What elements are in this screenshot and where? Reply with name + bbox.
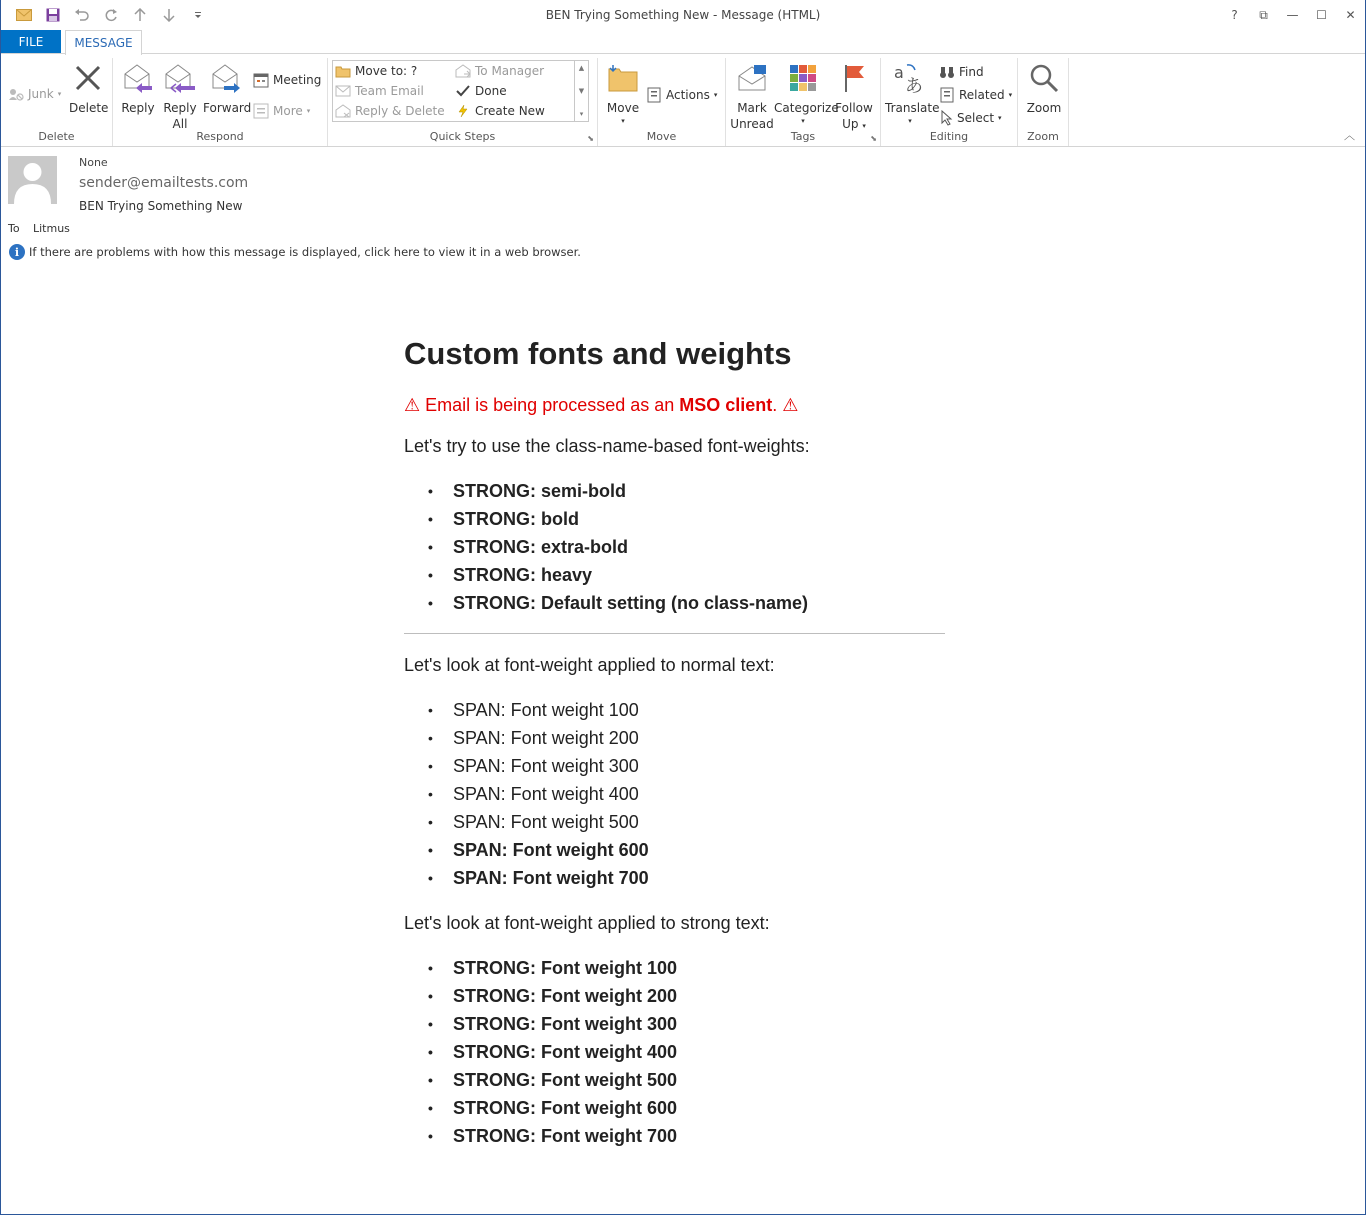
svg-text:a: a [894,63,904,82]
list-item: • STRONG: semi-bold [404,477,945,505]
group-label-tags: Tags [790,130,816,143]
select-button[interactable] [939,108,1002,128]
translate-icon [892,60,928,96]
infobar[interactable] [9,244,581,260]
chevron-down-icon: ▾ [1008,91,1013,99]
expand-gallery-icon[interactable]: ▾ [579,110,584,118]
translate-label: Translate [885,101,940,115]
close-button[interactable]: ✕ [1345,8,1356,22]
group-label-respond: Respond [196,130,244,143]
move-button[interactable] [602,60,644,126]
list-item: • STRONG: Font weight 500 [404,1066,945,1094]
done-label: Done [475,84,507,98]
actions-label: Actions [666,88,710,102]
quick-step-reply-delete[interactable] [335,101,445,121]
infobar-text[interactable]: If there are problems with how this message is displayed, click here to view it in a web browser. [29,245,581,259]
reply-button[interactable] [119,60,157,116]
forward-icon [208,60,244,96]
window-controls [1220,0,1365,30]
group-label-quick-steps: Quick Steps [429,130,496,143]
quick-steps-scroll[interactable] [574,61,588,121]
delete-label: Delete [69,101,109,115]
group-quick-steps [328,58,598,146]
actions-icon [646,87,662,103]
delete-x-icon [70,60,106,96]
folder-icon [605,60,641,96]
related-icon [939,87,955,103]
mark-unread-button[interactable] [730,60,774,132]
list-item: • STRONG: Font weight 600 [404,1094,945,1122]
reply-delete-icon [335,104,351,118]
list-item: • STRONG: bold [404,505,945,533]
sender-address[interactable]: sender@emailtests.com [79,175,249,191]
magnifier-icon [1026,60,1062,96]
ribbon-display-options-button[interactable]: ⧉ [1259,7,1268,22]
cursor-icon [939,110,953,126]
list-item: • SPAN: Font weight 700 [404,864,945,892]
message-subject: BEN Trying Something New [79,199,243,213]
select-label: Select [957,111,995,125]
reply-all-label-2: All [172,117,188,131]
more-label: More [273,104,303,118]
quick-step-create-new[interactable] [455,101,545,121]
info-icon: i [9,244,25,260]
group-delete [1,58,113,146]
move-to-label: Move to: ? [355,64,418,78]
help-button[interactable]: ? [1231,8,1238,22]
list-item: • SPAN: Font weight 600 [404,836,945,864]
more-button[interactable] [253,101,310,121]
quick-step-done[interactable] [455,81,507,101]
to-label: To [8,222,20,235]
avatar [8,156,57,204]
list-item: • SPAN: Font weight 100 [404,696,945,724]
group-label-move: Move [646,130,677,143]
actions-button[interactable] [646,85,717,105]
list-item: • STRONG: Default setting (no class-name) [404,589,945,617]
follow-up-button[interactable] [834,60,874,134]
group-zoom [1018,58,1069,146]
reply-all-button[interactable] [161,60,199,132]
binoculars-icon [939,65,955,79]
email-heading: Custom fonts and weights [404,336,792,371]
move-label: Move [606,101,640,115]
maximize-button[interactable]: ☐ [1316,8,1327,22]
mark-unread-label-1: Mark [737,101,767,115]
intro-normal-text: Let's look at font-weight applied to normal text: [404,655,775,675]
chevron-down-icon: ▾ [306,107,311,115]
list-item: • STRONG: heavy [404,561,945,589]
span-weights-list [404,696,945,892]
forward-label: Forward [203,101,252,115]
list-item: • STRONG: Font weight 700 [404,1122,945,1150]
group-tags [726,58,881,146]
reply-icon [120,60,156,96]
scroll-down-icon[interactable]: ▼ [578,87,585,95]
tab-message[interactable]: MESSAGE [65,30,142,55]
quick-step-to-manager[interactable] [455,61,544,81]
flag-icon [836,60,872,96]
chevron-down-icon: ▾ [713,91,718,99]
find-button[interactable] [939,62,984,82]
create-new-label: Create New [475,104,545,118]
lightning-icon [455,104,471,118]
reply-all-label-1: Reply [163,101,197,115]
class-weights-list [404,477,945,617]
chevron-down-icon: ▾ [998,114,1002,122]
list-item: • STRONG: extra-bold [404,533,945,561]
group-label-zoom: Zoom [1027,130,1059,143]
svg-text:あ: あ [905,76,923,94]
reply-all-icon [162,60,198,96]
folder-move-icon [335,64,351,78]
chevron-down-icon: ▾ [908,117,912,125]
list-item: • SPAN: Font weight 400 [404,780,945,808]
tab-file[interactable]: FILE [1,30,61,54]
list-item: • STRONG: Font weight 100 [404,954,945,982]
group-label-editing: Editing [929,130,969,143]
categorize-button[interactable] [774,60,839,126]
list-item: • SPAN: Font weight 200 [404,724,945,752]
junk-label: Junk [28,87,54,101]
delete-button[interactable] [69,60,107,116]
follow-up-label-2: Up ▾ [842,117,866,131]
ribbon [1,53,1365,147]
collapse-ribbon-icon[interactable]: ︿ [1344,129,1355,142]
junk-icon [8,87,24,101]
meeting-label: Meeting [273,73,322,87]
mark-unread-label-2: Unread [730,117,774,131]
reply-delete-label: Reply & Delete [355,104,445,118]
categorize-icon [785,60,821,96]
meeting-button[interactable] [253,70,321,90]
dialog-launcher-icon[interactable]: ⬊ [587,134,594,143]
list-item: • STRONG: Font weight 400 [404,1038,945,1066]
zoom-button[interactable] [1024,60,1064,116]
message-header [1,148,1365,268]
quick-step-team-email[interactable] [335,81,424,101]
quick-steps-gallery [332,60,589,122]
divider [404,633,945,634]
quick-step-move-to[interactable] [335,61,417,81]
title-bar [1,0,1365,30]
team-email-label: Team Email [355,84,424,98]
chevron-down-icon: ▾ [57,90,62,98]
chevron-down-icon: ▾ [621,117,625,125]
group-editing [881,58,1018,146]
mark-unread-icon [734,60,770,96]
mso-warning: ⚠ Email is being processed as an MSO client. ⚠ [404,395,799,415]
to-manager-icon [455,64,471,78]
checkmark-icon [455,84,471,98]
dialog-launcher-icon[interactable]: ⬊ [870,134,877,143]
more-icon [253,103,269,119]
window-title: BEN Trying Something New - Message (HTML) [545,8,821,22]
email-body [404,336,945,1150]
junk-button[interactable] [8,84,61,104]
scroll-up-icon[interactable]: ▲ [578,64,585,72]
categorize-label: Categorize [774,101,839,115]
minimize-button[interactable]: — [1286,8,1299,22]
to-manager-label: To Manager [475,64,545,78]
related-button[interactable] [939,85,1012,105]
find-label: Find [959,65,984,79]
follow-up-label-1: Follow [835,101,873,115]
related-label: Related [959,88,1005,102]
ribbon-tabs [1,30,1365,54]
intro-class-weights: Let's try to use the class-name-based font-weights: [404,436,810,456]
reply-label: Reply [121,101,155,115]
to-recipient[interactable]: Litmus [33,222,70,235]
intro-strong-text: Let's look at font-weight applied to strong text: [404,913,770,933]
calendar-icon [253,72,269,88]
list-item: • STRONG: Font weight 200 [404,982,945,1010]
translate-button[interactable] [885,60,940,126]
zoom-label: Zoom [1026,101,1062,115]
strong-weights-list [404,954,945,1150]
list-item: • SPAN: Font weight 500 [404,808,945,836]
forward-button[interactable] [203,60,252,116]
list-item: • SPAN: Font weight 300 [404,752,945,780]
chevron-down-icon: ▾ [801,117,805,125]
group-label-delete: Delete [38,130,75,143]
team-email-icon [335,84,351,98]
group-move [598,58,726,146]
from-name: None [79,156,108,169]
group-respond [113,58,328,146]
list-item: • STRONG: Font weight 300 [404,1010,945,1038]
